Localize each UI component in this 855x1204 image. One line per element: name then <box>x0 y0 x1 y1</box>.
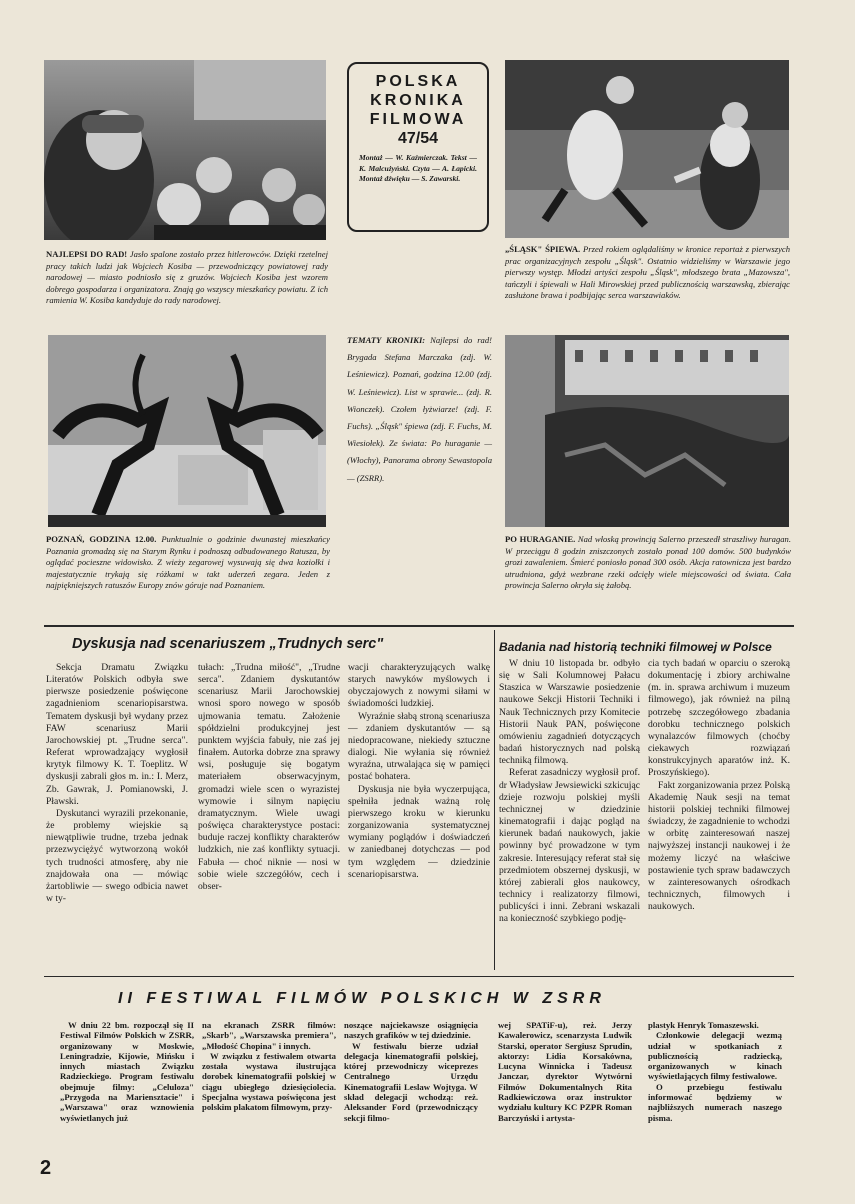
caption-huragan-body: Nad włoską prowincją Salerno przeszedł straszliwy huragan. W przeciągu 8 godzin zniszczonych zostało ponad 100 domów. 500 budynków grozi zawaleniem. Śmierć poniosło ponad 300 osób. Akcja ratownicza jest bardzo utrudniona, gdyż wezbrane rzeki odcięły wiele miejscowości od świata. Cała prowincja Salerno okryła się żałobą. <box>505 534 791 591</box>
kronika-credits: Montaż — W. Kaźmierczak. Tekst — K. Malcużyński. Czyta — A. Łapicki. Montaż dźwięku — S. Zawarski. <box>359 153 477 184</box>
dyskusja-para: wacji charakteryzujących walkę starych nawyków myślowych i obyczajowych z nowymi siłami w świadomości ludzkiej. <box>348 662 490 710</box>
caption-huragan-lead: PO HURAGANIE. <box>505 534 576 544</box>
festiwal-col-1 <box>60 1020 194 1123</box>
photo-salerno-flood <box>505 335 789 527</box>
dyskusja-para: tułach: „Trudna miłość", „Trudne serca". Zdaniem dyskutantów scenariusz Marii Jarochowskiej wnosi sporo nowego w sposób ujmowania tematu. Założenie spółdzielni produkcyjnej jest punktem wyjścia fabuły, nie zaś jej finałem. Autorka dobrze zna sprawy wsi, posługuje się bogatym materiałem obserwacyjnym, gromadzi wiele scen o wyrazistej wymowie i silnym napięciu dramatycznym. Wiele uwagi poświęca charakterystyce postaci: buduje raczej konflikty charakterów ludzkich, nie zaś konflikty sytuacji. Fabuła — choć niknie — nosi w sobie wiele szczegółów, cech i obser- <box>198 662 340 892</box>
badania-para: W dniu 10 listopada br. odbyło się w Sali Kolumnowej Pałacu Staszica w Warszawie posiedzenie naukowe Sekcji Historii Techniki i Nauk Technicznych przy Komitecie Historii Nauk PAN, poświęcone omówieniu zagadnień dotyczących badań historycznych nad polską techniką filmową. <box>499 658 640 767</box>
badania-col-2 <box>648 658 790 913</box>
caption-poznan-body: Punktualnie o godzinie dwunastej mieszkańcy Poznania gromadzą się na Starym Rynku i podnoszą odbudowanego Ratusza, by oglądać pocieszne widowisko. Z wieży zegarowej wysuwają się dwa koziołki i majestatycznie trykają się różkami w takt uderzeń zegara. Jeden z najpiękniejszych ratuszów Europy znów góruje nad Poznaniem. <box>46 534 330 591</box>
caption-najlepsi-body: Jasło spalone zostało przez hitlerowców. Dzięki rzetelnej pracy takich ludzi jak Wojciech Kosiba — przewodniczący powiatowej rady narodowej — miasto podniosło się z gruzów. Wojciech Kosiba jest wzorem dobrego gospodarza i organizatora. Znają go wszyscy mieszkańcy powiatu. Z ich ramienia W. Kosiba kandyduje do rady narodowej. <box>46 249 328 306</box>
dyskusja-para: Dyskusja nie była wyczerpująca, spełniła jednak ważną rolę pierwszego kroku w kierunku zorganizowania systematycznej wymiany poglądów i doświadczeń w zaniedbanej dotychczas — pod tym względem — dziedzinie scenariopisarstwa. <box>348 783 490 880</box>
photo-kosiba-crowd <box>44 60 326 240</box>
caption-poznan <box>46 534 330 592</box>
festiwal-col-5 <box>648 1020 782 1123</box>
page-number: 2 <box>40 1157 52 1179</box>
divider-top <box>44 625 794 627</box>
kronika-title-line2: KRONIKA <box>370 92 466 109</box>
kronika-title-line1: POLSKA <box>375 73 461 90</box>
festiwal-para: plastyk Henryk Tomaszewski. <box>648 1020 759 1030</box>
caption-najlepsi <box>46 249 328 307</box>
caption-najlepsi-lead: NAJLEPSI DO RAD! <box>46 249 128 259</box>
photo-poznan-goats <box>48 335 326 527</box>
dyskusja-col-1 <box>46 662 188 905</box>
festiwal-col-4 <box>498 1020 632 1123</box>
festiwal-para: W dniu 22 bm. rozpoczął się II Festiwal Filmów Polskich w ZSRR, organizowany w Moskwie, Leningradzie, Kijowie, Mińsku i innych miastach Związku Radzieckiego. Program festiwalu obejmuje filmy: „Celuloza" „Przygoda na Mariensztacie" i „Warszawa" oraz wznowienia wyświetlanych już <box>60 1020 194 1123</box>
kronika-title-line3: FILMOWA <box>369 111 467 128</box>
badania-para: Fakt zorganizowania przez Polską Akademię Nauk sesji na temat historii polskiej techniki filmowej świadczy, że zagadnienie to wchodzi w orbitę zainteresowań naszej najwyższej instancji naukowej i że możemy liczyć na właściwe postawienie tych spraw badawczych w zainteresowanych ośrodkach technicznych, filmowych i naukowych. <box>648 779 790 913</box>
festiwal-para: W festiwalu bierze udział delegacja kinematografii polskiej, której przewodniczy wiceprezes Centralnego Urzędu Kinematografii Leslaw Wojtyga. W skład delegacji wchodzą: reż. Aleksander Ford (przewodniczący sekcji filmo- <box>344 1040 478 1123</box>
caption-slask <box>505 244 790 302</box>
festiwal-heading: II FESTIWAL FILMÓW POLSKICH W ZSRR <box>118 990 606 1007</box>
festiwal-para: noszące najciekawsze osiągnięcia naszych grafików w tej dziedzinie. <box>344 1020 478 1041</box>
kronika-issue-number: 47/54 <box>397 130 439 147</box>
divider-festiwal <box>44 976 794 977</box>
caption-slask-lead: „ŚLĄSK" ŚPIEWA. <box>505 244 581 254</box>
dyskusja-para: Wyraźnie słabą stroną scenariusza — zdaniem dyskutantów — są niedopracowane, niekiedy sztuczne dialogi. Nie wyłania się również wyraźna, utrwalająca się w pamięci postać bohatera. <box>348 710 490 783</box>
tematy-body: Najlepsi do rad! Brygada Stefana Marczaka (zdj. W. Leśniewicz). Poznań, godzina 12.00 (zdj. W. Leśniewicz). List w sprawie... (zdj. R. Wionczek). Czołem łyżwiarze! (zdj. F. Fuchs). „Śląsk" śpiewa (zdj. F. Fuchs, M. Wiesiołek). Ze świata: Po huraganie — (Włochy), Panorama obrony Sewastopola — (ZSRR). <box>347 335 492 483</box>
badania-col-1 <box>499 658 640 925</box>
divider-vertical <box>494 630 495 970</box>
festiwal-col-3 <box>344 1020 478 1123</box>
badania-heading: Badania nad historią techniki filmowej w Polsce <box>499 640 772 654</box>
festiwal-para: na ekranach ZSRR filmów: „Skarb", „Warszawska premiera", „Młodość Chopina" i innych. <box>202 1020 336 1051</box>
festiwal-para: wej SPATiF-u), reż. Jerzy Kawalerowicz, scenarzysta Ludwik Starski, operator Sergiusz Sprudin, aktorzy: Lidia Korsakówna, Lucyna Winnicka i Tadeusz Janczar, dyrektor Wytwórni Filmów Dokumentalnych Rita Radkiewiczowa oraz instruktor wydziału kultury KC PZPR Roman Barczyński i artysta- <box>498 1020 632 1123</box>
tematy-lead: TEMATY KRONIKI: <box>347 335 426 345</box>
kronika-header-box <box>347 62 489 232</box>
festiwal-para: Członkowie delegacji wezmą udział w spotkaniach z publicznością radziecką, organizowanych w kinach wyświetlających filmy festiwalowe. <box>648 1030 782 1082</box>
caption-poznan-lead: POZNAŃ, GODZINA 12.00. <box>46 534 157 544</box>
festiwal-para: W związku z festiwalem otwarta została wystawa ilustrująca dorobek kinematografii polskiej w ciągu ubiegłego dziesięciolecia. Specjalna wystawa poświęcona jest polskim plakatom filmowym, przy- <box>202 1050 336 1113</box>
festiwal-col-2 <box>202 1020 336 1113</box>
dyskusja-col-3 <box>348 662 490 881</box>
caption-huragan <box>505 534 791 592</box>
dyskusja-para: Sekcja Dramatu Związku Literatów Polskich odbyła swe pierwsze posiedzenie poświęcone zagadnieniom scenariopisarstwa. Tematem dyskusji był wydany przez FAW scenariusz Marii Jarochowskiej pt. „Trudne serca". Referat wprowadzający wygłosił krytyk filmowy K. T. Toeplitz. W dyskusji zabrali głos m. in.: I. Merz, Zb. Gawrak, J. Pomianowski, J. Pławski. <box>46 662 188 807</box>
tematy-kroniki <box>347 332 492 487</box>
dyskusja-col-2 <box>198 662 340 893</box>
badania-para: Referat zasadniczy wygłosił prof. dr Władysław Jewsiewicki szkicując dzieje rozwoju polskiej myśli technicznej w dziedzinie kinematografii i dając pogląd na kierunek badań naukowych, jakie powinny być prowadzone w tym zakresie. Interesujący referat stał się przedmiotem obszernej dyskusji, w której zabierali głos naukowcy, technicy i realizatorzy filmowi, publicyści i inni. Zebrani wskazali na konieczność szybkiego podję- <box>499 767 640 925</box>
dyskusja-heading: Dyskusja nad scenariuszem „Trudnych serc" <box>72 636 384 652</box>
festiwal-para: O przebiegu festiwalu informować będziemy w najbliższych numerach naszego pisma. <box>648 1081 782 1123</box>
dyskusja-para: Dyskutanci wyrazili przekonanie, że problemy wiejskie są niewątpliwie trudne, trzeba jednak przezwyciężyć wytworzoną wokół tych trudności atmosferę, aby nie znajdowała ona — mówiąc żartobliwie — swego odbicia nawet w ty- <box>46 807 188 904</box>
photo-slask-dancers <box>505 60 789 238</box>
caption-slask-body: Przed rokiem oglądaliśmy w kronice reportaż z pierwszych prac organizacyjnych zespołu „Śląsk". Ostatnio widzieliśmy w Warszawie jego pierwszy występ. Młodzi artyści zespołu „Śląsk", młodszego brata „Mazowsza", tańczyli i śpiewali w Hali Mirowskiej przed publicznością warszawską, zbierając zasłużone brawa i podbijając serca warszawiaków. <box>505 244 790 301</box>
badania-para: cia tych badań w oparciu o szeroką dokumentację i zbiory archiwalne (m. in. sprawa archiwum i muzeum filmowego), jak również na pilną potrzebę szczegółowego zbadania dorobku technicznego polskich wynalazców filmowych (choćby ciekawych rozwiązań konstrukcyjnych aparatów inż. K. Proszyńskiego). <box>648 658 790 779</box>
